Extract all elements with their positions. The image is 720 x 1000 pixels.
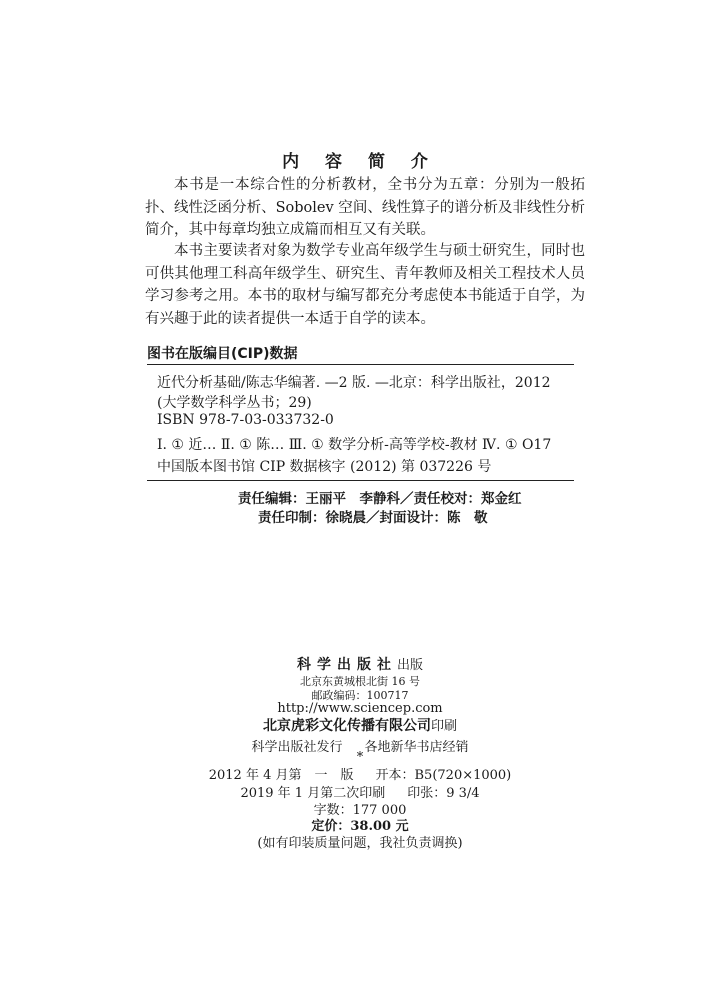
summary-paragraph-1: 本书是一本综合性的分析教材，全书分为五章：分别为一般拓扑、线性泛函分析、Sobolev 空间、线性算子的谱分析及非线性分析简介，其中每章均独立成篇而相互又有关联。 [145, 177, 585, 238]
distribution-retail: 各地新华书店经销 [364, 740, 469, 755]
separator-star: * [356, 750, 364, 765]
cip-bottom-rule [147, 480, 574, 481]
printer-brand: 北京虎彩文化传播有限公司 [262, 718, 431, 734]
publisher-suffix: 出版 [396, 658, 423, 673]
publisher-postcode: 邮政编码：100717 [311, 689, 409, 702]
edition-line [0, 764, 720, 783]
quality-notice: (如有印装质量问题，我社负责调换) [257, 836, 463, 851]
publisher-address: 北京东黄城根北街 16 号 [300, 675, 420, 688]
page-format: 开本：B5(720×1000) [375, 768, 512, 783]
printed-sheets: 印张：9 3/4 [407, 786, 480, 801]
credits-production: 责任印制：徐晓晨／封面设计：陈 敬 [258, 510, 488, 526]
publisher-website: http://www.sciencep.com [277, 701, 443, 716]
cip-line-series: (大学数学科学丛书；29) [157, 395, 312, 411]
distribution-publisher: 科学出版社发行 [251, 740, 343, 755]
price: 定价：38.00 元 [311, 819, 409, 834]
publisher-line [0, 654, 720, 674]
cip-line-title: 近代分析基础/陈志华编著. —2 版. —北京：科学出版社，2012 [157, 375, 551, 391]
summary-paragraph-2: 本书主要读者对象为数学专业高年级学生与硕士研究生，同时也可供其他理工科高年级学生、研究生、青年教师及相关工程技术人员学习参考之用。本书的取材与编写都充分考虑使本书能适于自学，为有兴趣于此的读者提供一本适于自学的读本。 [145, 243, 585, 327]
word-count: 字数：177 000 [313, 803, 407, 818]
cip-heading: 图书在版编目(CIP)数据 [147, 346, 298, 362]
publisher-brand: 科学出版社 [296, 657, 397, 673]
cip-top-rule [147, 364, 574, 365]
printing-date: 2019 年 1 月第二次印刷 [240, 786, 386, 801]
summary-title: 内 容 简 介 [282, 152, 438, 172]
printer-line [0, 715, 720, 735]
cip-line-record: 中国版本图书馆 CIP 数据核字 (2012) 第 037226 号 [157, 459, 492, 475]
cip-line-classification: Ⅰ. ① 近… Ⅱ. ① 陈… Ⅲ. ① 数学分析-高等学校-教材 Ⅳ. ① O17 [157, 437, 552, 453]
printer-suffix: 印刷 [430, 719, 457, 734]
cip-line-isbn: ISBN 978-7-03-033732-0 [157, 412, 334, 428]
edition-date: 2012 年 4 月第 一 版 [208, 768, 354, 783]
credits-editors: 责任编辑：王丽平 李静科／责任校对：郑金红 [238, 491, 522, 507]
